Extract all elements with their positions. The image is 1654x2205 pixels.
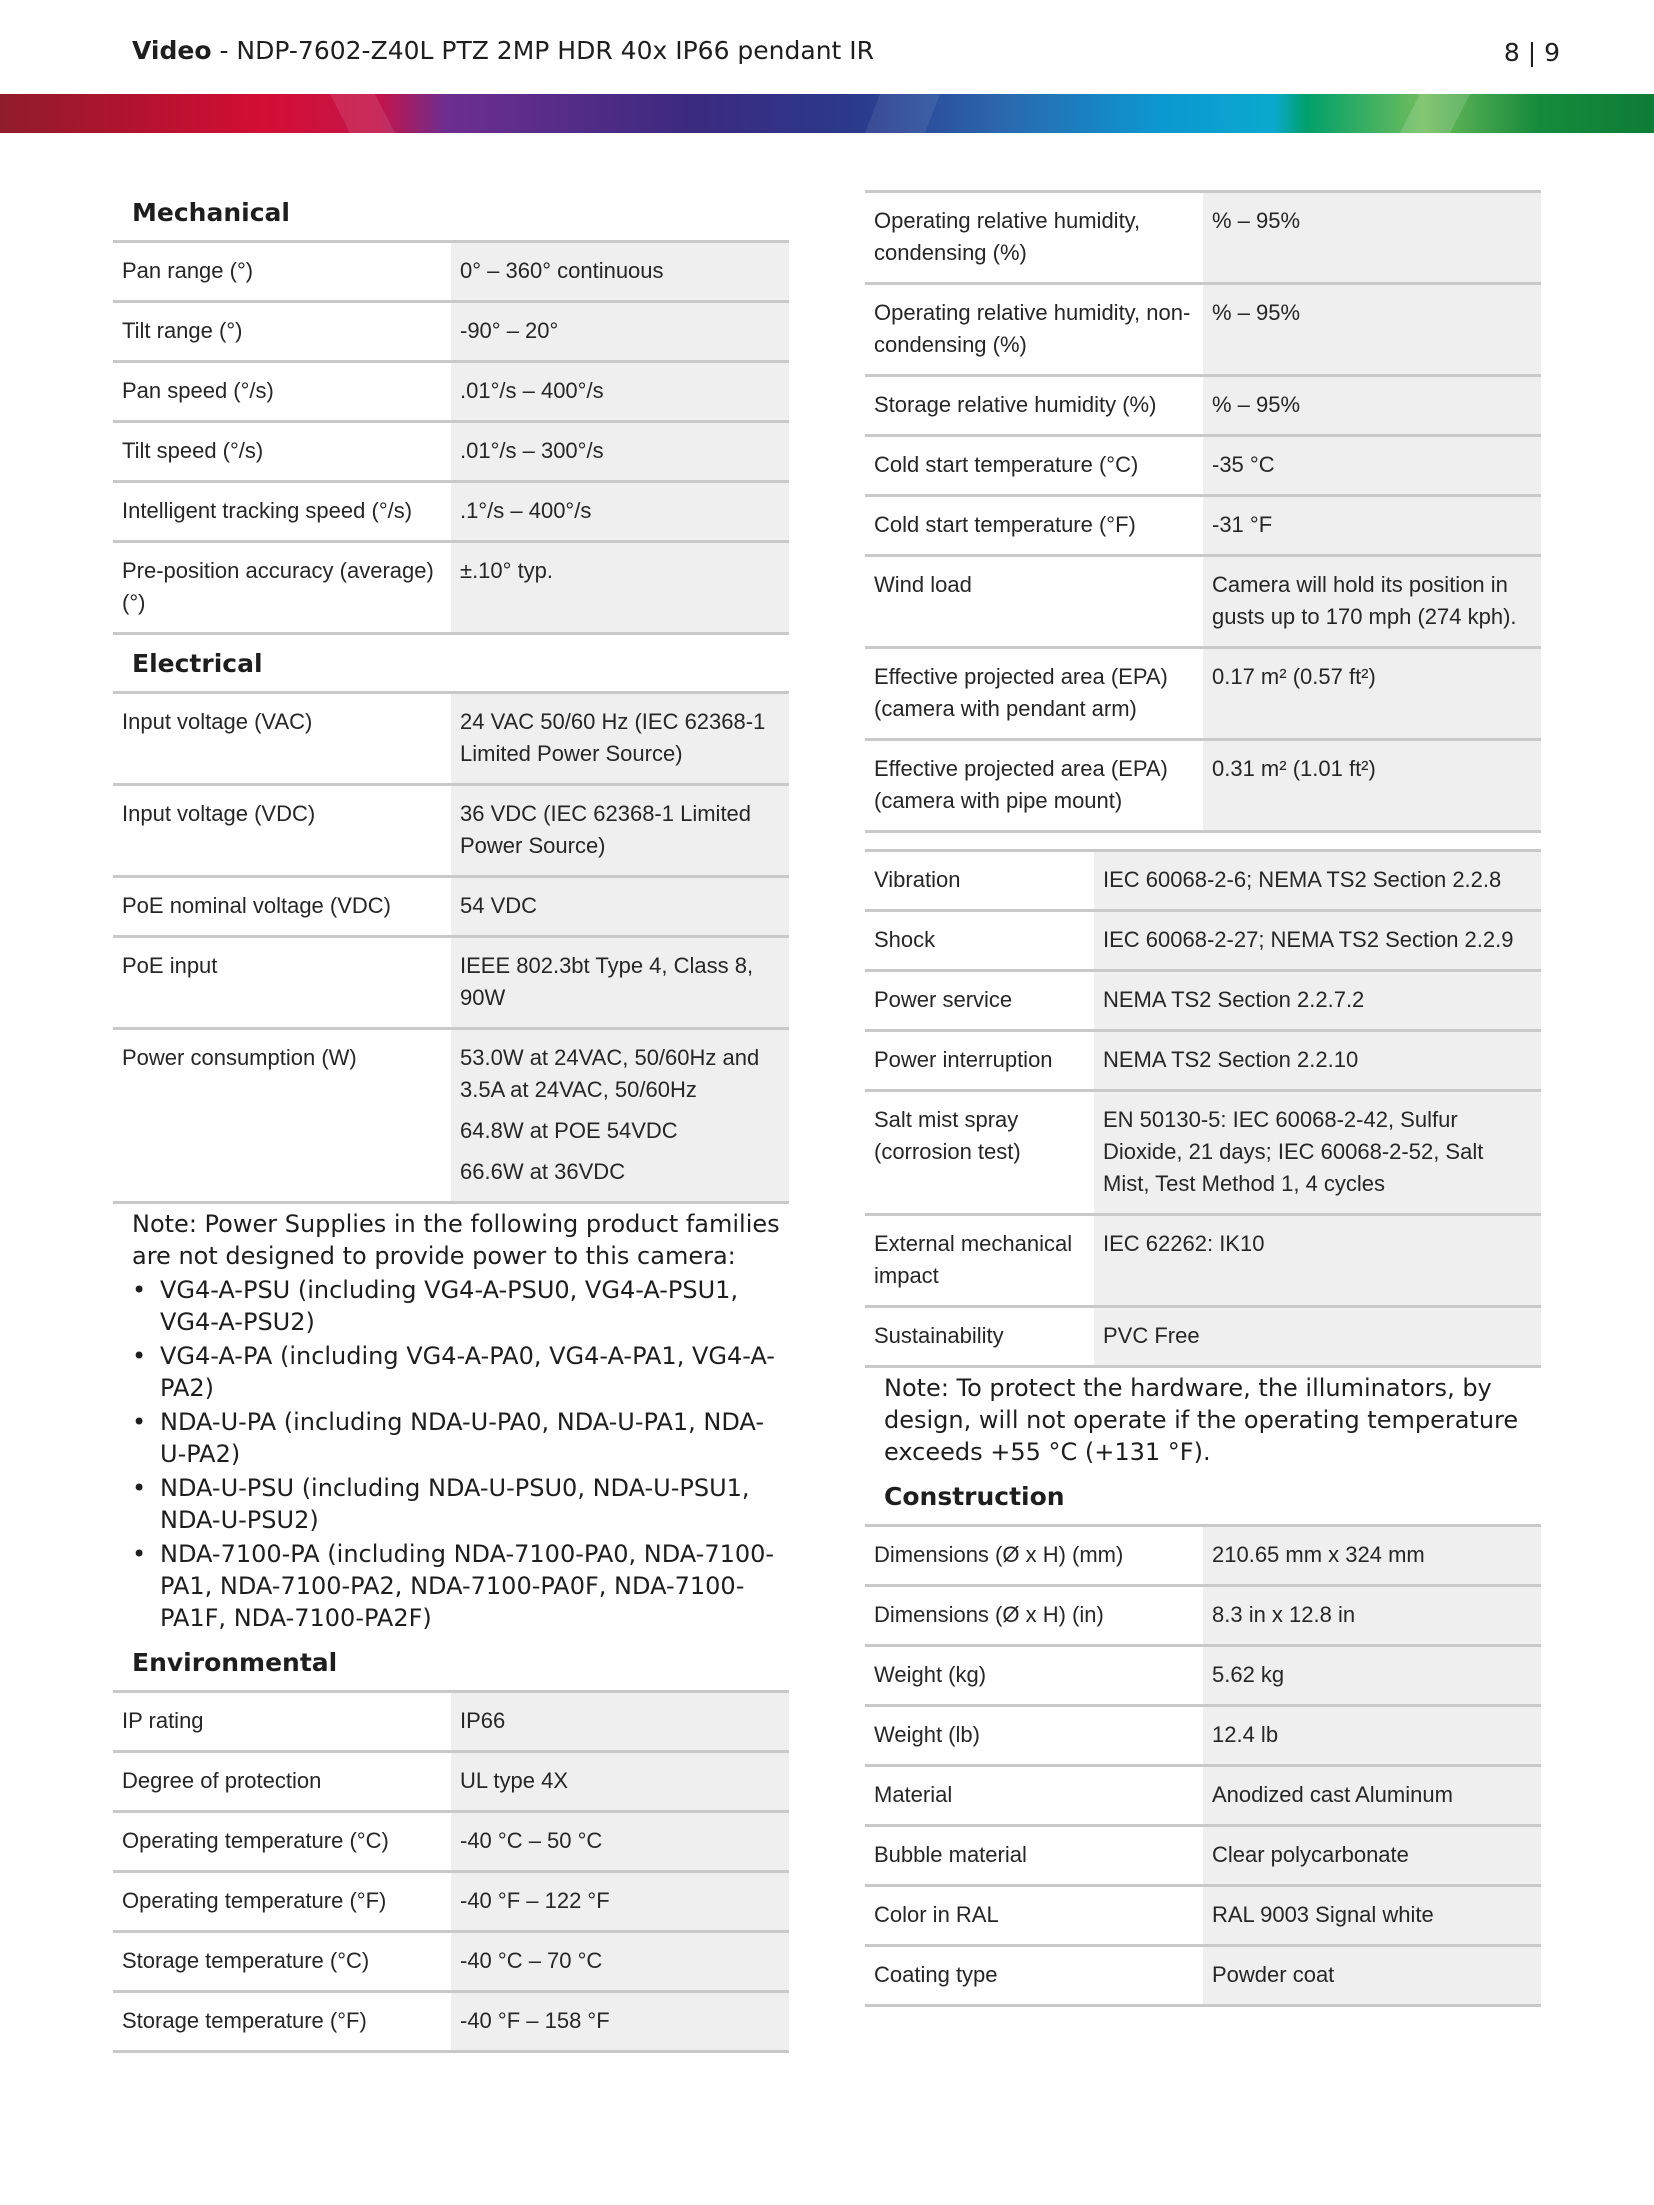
- table-row: [113, 1029, 789, 1203]
- table-row: [865, 971, 1541, 1031]
- spec-value: -40 °F – 122 °F: [451, 1872, 789, 1932]
- document-title: [132, 36, 874, 65]
- spec-label: Vibration: [865, 851, 1094, 911]
- table-row: [113, 302, 789, 362]
- table-row: [113, 693, 789, 785]
- list-item: • NDA-7100-PA (including NDA-7100-PA0, NDA-7100-PA1, NDA-7100-PA2, NDA-7100-PA0F, NDA-7100-PA1F, NDA-7100-PA2F): [132, 1538, 789, 1634]
- note-intro: Note: Power Supplies in the following product families are not designed to provide power to this camera:: [132, 1210, 780, 1270]
- table-row: [865, 1826, 1541, 1886]
- spec-value: EN 50130-5: IEC 60068-2-42, Sulfur Dioxide, 21 days; IEC 60068-2-52, Salt Mist, Test Method 1, 4 cycles: [1094, 1091, 1541, 1215]
- spec-value: 64.8W at POE 54VDC: [460, 1118, 678, 1143]
- spec-label: Pan range (°): [113, 242, 451, 302]
- spec-label: External mechanical impact: [865, 1215, 1094, 1307]
- spec-label: Operating temperature (°C): [113, 1812, 451, 1872]
- spec-label: Color in RAL: [865, 1886, 1203, 1946]
- spec-label: Tilt range (°): [113, 302, 451, 362]
- spec-value: ±.10° typ.: [451, 542, 789, 634]
- table-row: [113, 422, 789, 482]
- spec-value: -31 °F: [1203, 496, 1541, 556]
- spec-label: Operating relative humidity, non-condensing (%): [865, 284, 1203, 376]
- table-row: [865, 1091, 1541, 1215]
- spec-label: Power consumption (W): [113, 1029, 451, 1203]
- table-row: [113, 1752, 789, 1812]
- table-row: [113, 1872, 789, 1932]
- spec-label: Effective projected area (EPA) (camera with pipe mount): [865, 740, 1203, 832]
- right-column: [865, 190, 1541, 2007]
- spec-value: 5.62 kg: [1203, 1646, 1541, 1706]
- table-row: [865, 1215, 1541, 1307]
- spec-label: Power interruption: [865, 1031, 1094, 1091]
- spec-label: Input voltage (VDC): [113, 785, 451, 877]
- page-header: [0, 0, 1654, 95]
- spec-label: IP rating: [113, 1692, 451, 1752]
- spec-label: Dimensions (Ø x H) (in): [865, 1586, 1203, 1646]
- spec-label: Weight (lb): [865, 1706, 1203, 1766]
- spec-label: Bubble material: [865, 1826, 1203, 1886]
- spec-label: Material: [865, 1766, 1203, 1826]
- table-row: [865, 1307, 1541, 1367]
- mechanical-table: [113, 240, 789, 635]
- spec-label: Dimensions (Ø x H) (mm): [865, 1526, 1203, 1586]
- section-heading-electrical: Electrical: [132, 648, 263, 678]
- spec-label: Storage temperature (°C): [113, 1932, 451, 1992]
- spec-value: .1°/s – 400°/s: [451, 482, 789, 542]
- spec-value: 24 VAC 50/60 Hz (IEC 62368-1 Limited Power Source): [451, 693, 789, 785]
- spec-value: Anodized cast Aluminum: [1203, 1766, 1541, 1826]
- power-supply-note: [113, 1204, 789, 1634]
- table-row: [865, 436, 1541, 496]
- table-row: [113, 542, 789, 634]
- spec-value: -40 °C – 70 °C: [451, 1932, 789, 1992]
- spec-value: 0.31 m² (1.01 ft²): [1203, 740, 1541, 832]
- section-heading-environmental: Environmental: [132, 1647, 338, 1677]
- table-gap: [865, 833, 1541, 849]
- table-row: [865, 1706, 1541, 1766]
- spec-label: Operating relative humidity, condensing (%): [865, 192, 1203, 284]
- illuminator-note: Note: To protect the hardware, the illuminators, by design, will not operate if the operating temperature exceeds +55 °C (+131 °F).: [884, 1374, 1519, 1466]
- spec-label: PoE input: [113, 937, 451, 1029]
- document-title-product: - NDP-7602-Z40L PTZ 2MP HDR 40x IP66 pendant IR: [211, 36, 875, 65]
- spec-label: Weight (kg): [865, 1646, 1203, 1706]
- environmental-table: [113, 1690, 789, 2053]
- left-column: [113, 184, 789, 2053]
- spec-label: Effective projected area (EPA) (camera with pendant arm): [865, 648, 1203, 740]
- list-item: • NDA-U-PA (including NDA-U-PA0, NDA-U-PA1, NDA-U-PA2): [132, 1406, 789, 1470]
- table-row: [865, 1886, 1541, 1946]
- spec-value: % – 95%: [1203, 284, 1541, 376]
- spec-value: .01°/s – 300°/s: [451, 422, 789, 482]
- page-number: 8 | 9: [1503, 38, 1560, 67]
- spec-label: Pan speed (°/s): [113, 362, 451, 422]
- spec-value: IEEE 802.3bt Type 4, Class 8, 90W: [451, 937, 789, 1029]
- spec-label: Operating temperature (°F): [113, 1872, 451, 1932]
- table-row: [113, 877, 789, 937]
- spec-label: Storage relative humidity (%): [865, 376, 1203, 436]
- spec-value: 54 VDC: [451, 877, 789, 937]
- table-row: [113, 362, 789, 422]
- spec-value: 8.3 in x 12.8 in: [1203, 1586, 1541, 1646]
- list-item: • VG4-A-PA (including VG4-A-PA0, VG4-A-PA1, VG4-A-PA2): [132, 1340, 789, 1404]
- spec-value: Camera will hold its position in gusts up to 170 mph (274 kph).: [1203, 556, 1541, 648]
- spec-value: RAL 9003 Signal white: [1203, 1886, 1541, 1946]
- table-row: [113, 785, 789, 877]
- spec-value: Clear polycarbonate: [1203, 1826, 1541, 1886]
- table-row: [865, 911, 1541, 971]
- spec-value: NEMA TS2 Section 2.2.10: [1094, 1031, 1541, 1091]
- spec-label: Coating type: [865, 1946, 1203, 2006]
- spec-value: NEMA TS2 Section 2.2.7.2: [1094, 971, 1541, 1031]
- electrical-table: [113, 691, 789, 1204]
- spec-value: PVC Free: [1094, 1307, 1541, 1367]
- spec-label: Salt mist spray (corrosion test): [865, 1091, 1094, 1215]
- spec-value: 66.6W at 36VDC: [460, 1159, 626, 1184]
- list-item: • VG4-A-PSU (including VG4-A-PSU0, VG4-A-PSU1, VG4-A-PSU2): [132, 1274, 789, 1338]
- spec-label: Tilt speed (°/s): [113, 422, 451, 482]
- table-row: [865, 1526, 1541, 1586]
- table-row: [113, 242, 789, 302]
- spec-value: IEC 62262: IK10: [1094, 1215, 1541, 1307]
- construction-table: [865, 1524, 1541, 2007]
- table-row: [865, 376, 1541, 436]
- spec-value-group: [451, 1029, 789, 1203]
- note-list: [132, 1274, 789, 1634]
- document-title-category: Video: [132, 36, 212, 65]
- spec-value: 53.0W at 24VAC, 50/60Hz and 3.5A at 24VAC, 50/60Hz: [460, 1045, 760, 1102]
- spec-label: Sustainability: [865, 1307, 1094, 1367]
- list-item: • NDA-U-PSU (including NDA-U-PSU0, NDA-U-PSU1, NDA-U-PSU2): [132, 1472, 789, 1536]
- spec-value: 0.17 m² (0.57 ft²): [1203, 648, 1541, 740]
- table-row: [865, 1586, 1541, 1646]
- spec-label: Shock: [865, 911, 1094, 971]
- table-row: [113, 1932, 789, 1992]
- table-row: [113, 1812, 789, 1872]
- spec-label: Wind load: [865, 556, 1203, 648]
- table-row: [113, 1992, 789, 2052]
- spec-value: IEC 60068-2-6; NEMA TS2 Section 2.2.8: [1094, 851, 1541, 911]
- spec-value: 12.4 lb: [1203, 1706, 1541, 1766]
- table-row: [865, 1646, 1541, 1706]
- spec-label: Degree of protection: [113, 1752, 451, 1812]
- table-row: [865, 851, 1541, 911]
- spec-value: IEC 60068-2-27; NEMA TS2 Section 2.2.9: [1094, 911, 1541, 971]
- table-row: [865, 284, 1541, 376]
- spec-value: -40 °F – 158 °F: [451, 1992, 789, 2052]
- table-row: [865, 1766, 1541, 1826]
- spec-label: Storage temperature (°F): [113, 1992, 451, 2052]
- table-row: [113, 1692, 789, 1752]
- table-row: [865, 1031, 1541, 1091]
- section-heading-construction: Construction: [884, 1481, 1065, 1511]
- spec-value: % – 95%: [1203, 192, 1541, 284]
- spec-value: -90° – 20°: [451, 302, 789, 362]
- spec-value: Powder coat: [1203, 1946, 1541, 2006]
- spec-value: IP66: [451, 1692, 789, 1752]
- spec-label: Intelligent tracking speed (°/s): [113, 482, 451, 542]
- table-row: [865, 1946, 1541, 2006]
- spec-label: Input voltage (VAC): [113, 693, 451, 785]
- table-row: [113, 937, 789, 1029]
- table-row: [113, 482, 789, 542]
- spec-label: Pre-position accuracy (average) (°): [113, 542, 451, 634]
- table-row: [865, 556, 1541, 648]
- table-row: [865, 740, 1541, 832]
- table-row: [865, 192, 1541, 284]
- section-heading-mechanical: Mechanical: [132, 197, 290, 227]
- spec-label: Cold start temperature (°C): [865, 436, 1203, 496]
- spec-value: 0° – 360° continuous: [451, 242, 789, 302]
- spec-value: 36 VDC (IEC 62368-1 Limited Power Source): [451, 785, 789, 877]
- spec-value: 210.65 mm x 324 mm: [1203, 1526, 1541, 1586]
- brand-color-band: [0, 94, 1654, 133]
- table-row: [865, 496, 1541, 556]
- spec-label: Power service: [865, 971, 1094, 1031]
- standards-table: [865, 849, 1541, 1368]
- spec-label: PoE nominal voltage (VDC): [113, 877, 451, 937]
- spec-label: Cold start temperature (°F): [865, 496, 1203, 556]
- spec-value: % – 95%: [1203, 376, 1541, 436]
- spec-value: -35 °C: [1203, 436, 1541, 496]
- table-row: [865, 648, 1541, 740]
- spec-value: .01°/s – 400°/s: [451, 362, 789, 422]
- environmental-continued-table: [865, 190, 1541, 833]
- spec-value: -40 °C – 50 °C: [451, 1812, 789, 1872]
- spec-value: UL type 4X: [451, 1752, 789, 1812]
